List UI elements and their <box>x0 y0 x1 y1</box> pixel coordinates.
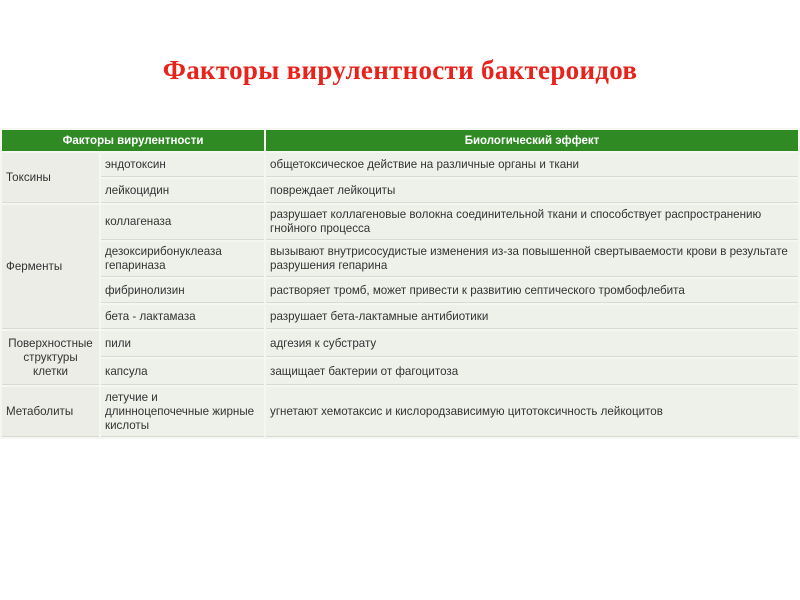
table-header-row <box>2 130 798 151</box>
effect-cell: общетоксическое действие на различные органы и ткани <box>266 153 798 177</box>
table-row <box>2 305 798 329</box>
effect-cell: угнетают хемотаксис и кислородзависимую цитотоксичность лейкоцитов <box>266 387 798 437</box>
table-row <box>2 153 798 177</box>
virulence-table <box>0 128 800 439</box>
factor-cell: коллагеназа <box>101 205 264 240</box>
table-row <box>2 205 798 240</box>
effect-cell: растворяет тромб, может привести к развитию септического тромбофлебита <box>266 279 798 303</box>
factor-cell: капсула <box>101 359 264 385</box>
header-effect: Биологический эффект <box>266 130 798 151</box>
effect-cell: вызывают внутрисосудистые изменения из-за повышенной свертываемости крови в результате разрушения гепарина <box>266 242 798 277</box>
factor-cell: бета - лактамаза <box>101 305 264 329</box>
factor-cell: лейкоцидин <box>101 179 264 203</box>
table-row <box>2 331 798 357</box>
effect-cell: повреждает лейкоциты <box>266 179 798 203</box>
header-factors: Факторы вирулентности <box>2 130 264 151</box>
table-row <box>2 179 798 203</box>
effect-cell: разрушает бета-лактамные антибиотики <box>266 305 798 329</box>
effect-cell: адгезия к субстрату <box>266 331 798 357</box>
factor-cell: летучие и длинноцепочечные жирные кислоты <box>101 387 264 437</box>
slide-title: Факторы вирулентности бактероидов <box>162 55 638 85</box>
factor-cell: дезоксирибонуклеаза гепариназа <box>101 242 264 277</box>
factor-cell: эндотоксин <box>101 153 264 177</box>
factor-cell: фибринолизин <box>101 279 264 303</box>
table-row <box>2 359 798 385</box>
table-row <box>2 387 798 437</box>
group-surface: Поверхностные структуры клетки <box>2 331 99 385</box>
factor-cell: пили <box>101 331 264 357</box>
group-metabolites: Метаболиты <box>2 387 99 437</box>
effect-cell: разрушает коллагеновые волокна соединительной ткани и способствует распространению гнойного процесса <box>266 205 798 240</box>
table-row <box>2 242 798 277</box>
effect-cell: защищает бактерии от фагоцитоза <box>266 359 798 385</box>
group-toxins: Токсины <box>2 153 99 203</box>
group-enzymes: Ферменты <box>2 205 99 329</box>
table-row <box>2 279 798 303</box>
